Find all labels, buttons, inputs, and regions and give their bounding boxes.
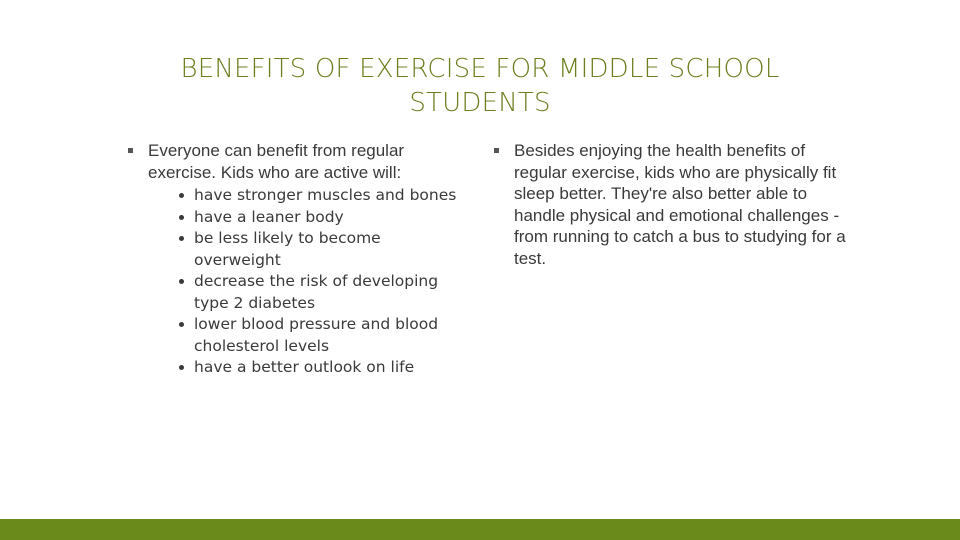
left-main-bullet [128,140,468,379]
list-item [175,314,468,357]
list-item [175,207,468,229]
round-bullet-icon [179,236,184,241]
left-column [128,140,468,379]
list-item-text: lower blood pressure and blood cholesterol levels [194,315,439,355]
slide-title: BENEFITS OF EXERCISE FOR MIDDLE SCHOOL STUDENTS [180,54,780,118]
round-bullet-icon [179,193,184,198]
round-bullet-icon [179,365,184,370]
round-bullet-icon [179,279,184,284]
list-item [175,271,468,314]
right-column [494,140,849,269]
round-bullet-icon [179,215,184,220]
benefits-list [175,185,468,379]
square-bullet-icon [128,148,133,153]
list-item [175,185,468,207]
square-bullet-icon [494,148,499,153]
footer-bar [0,519,960,540]
list-item-text: have a better outlook on life [194,358,415,376]
left-intro-text: Everyone can benefit from regular exercise. Kids who are active will: [148,141,405,182]
list-item-text: decrease the risk of developing type 2 diabetes [194,272,439,312]
right-paragraph: Besides enjoying the health benefits of regular exercise, kids who are physically fit sleep better. They're also better able to handle physical and emotional challenges - from running to catch a bus to studying for a test. [514,141,846,268]
round-bullet-icon [179,322,184,327]
right-main-bullet [494,140,849,269]
list-item [175,357,468,379]
list-item-text: have a leaner body [194,207,344,226]
list-item-text: have stronger muscles and bones [194,186,457,204]
list-item-text: be less likely to become overweight [194,229,381,269]
list-item [175,228,468,271]
